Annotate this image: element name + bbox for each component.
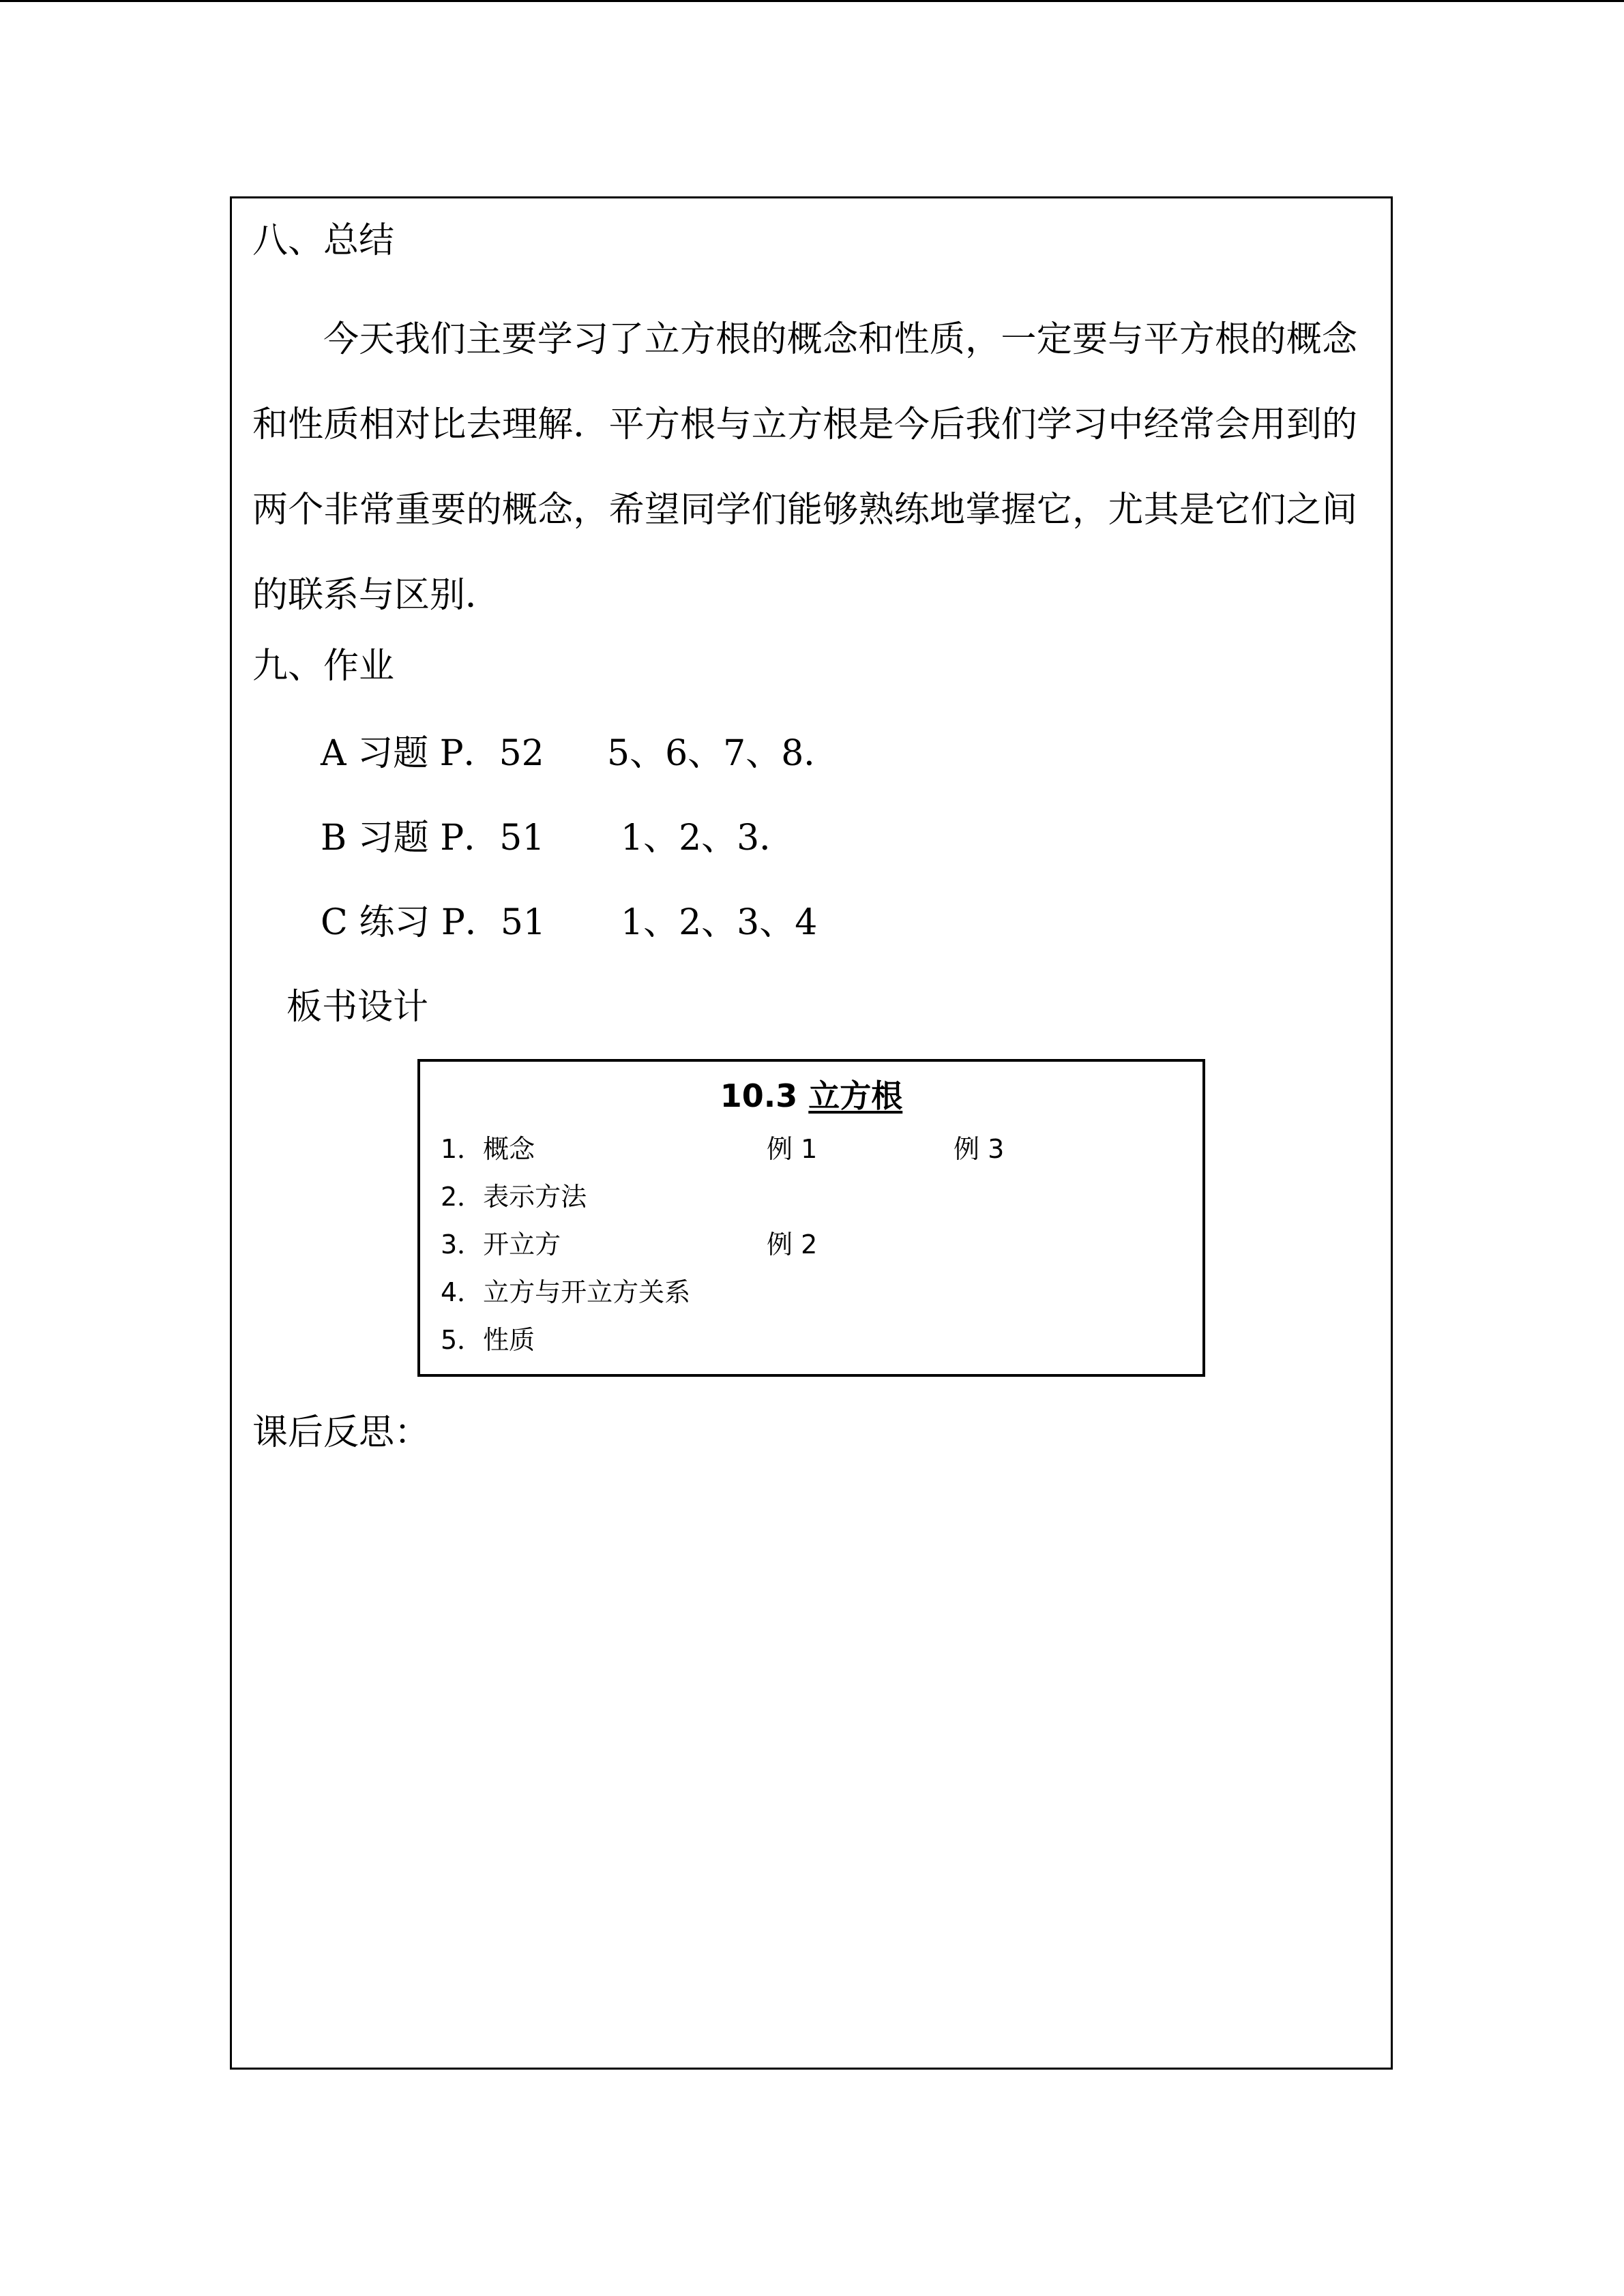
board-example-3: 例 3 [954, 1134, 1005, 1164]
summary-heading: 八、总结 [252, 220, 395, 261]
board-design-heading: 板书设计 [286, 987, 429, 1028]
board-item-cube-root-extraction: 3．开立方 [441, 1229, 561, 1259]
homework-item-problems: 1、2、3． [621, 818, 795, 859]
homework-item-b [321, 817, 795, 859]
homework-heading: 九、作业 [252, 646, 395, 687]
board-title-number: 10.3 [720, 1077, 798, 1114]
homework-item-label: C 练习 P．51 [321, 902, 546, 943]
board-title-text: 立方根 [808, 1077, 903, 1114]
page-top-rule [0, 0, 1624, 2]
homework-item-problems: 1、2、3、4 [621, 902, 818, 943]
homework-item-label: A 习题 P．52 [321, 733, 544, 774]
homework-item-c [321, 901, 818, 944]
board-title [420, 1077, 1202, 1115]
board-example-2: 例 2 [767, 1229, 818, 1259]
homework-item-label: B 习题 P．51 [321, 818, 545, 859]
homework-item-problems: 5、6、7、8． [607, 733, 840, 774]
summary-paragraph: 今天我们主要学习了立方根的概念和性质，一定要与平方根的概念和性质相对比去理解．平方根与立方根是今后我们学习中经常会用到的两个非常重要的概念，希望同学们能够熟练地掌握它，尤其是它们之间的联系与区别． [252, 319, 1357, 616]
board-item-properties: 5．性质 [441, 1325, 535, 1355]
board-item-relationship: 4．立方与开立方关系 [441, 1277, 691, 1307]
board-item-concept: 1．概念 [441, 1134, 535, 1164]
board-example-1: 例 1 [767, 1134, 818, 1164]
board-item-notation: 2．表示方法 [441, 1182, 587, 1212]
reflection-heading: 课后反思： [252, 1412, 430, 1453]
board-design-box [417, 1059, 1205, 1377]
homework-item-a [321, 732, 840, 775]
